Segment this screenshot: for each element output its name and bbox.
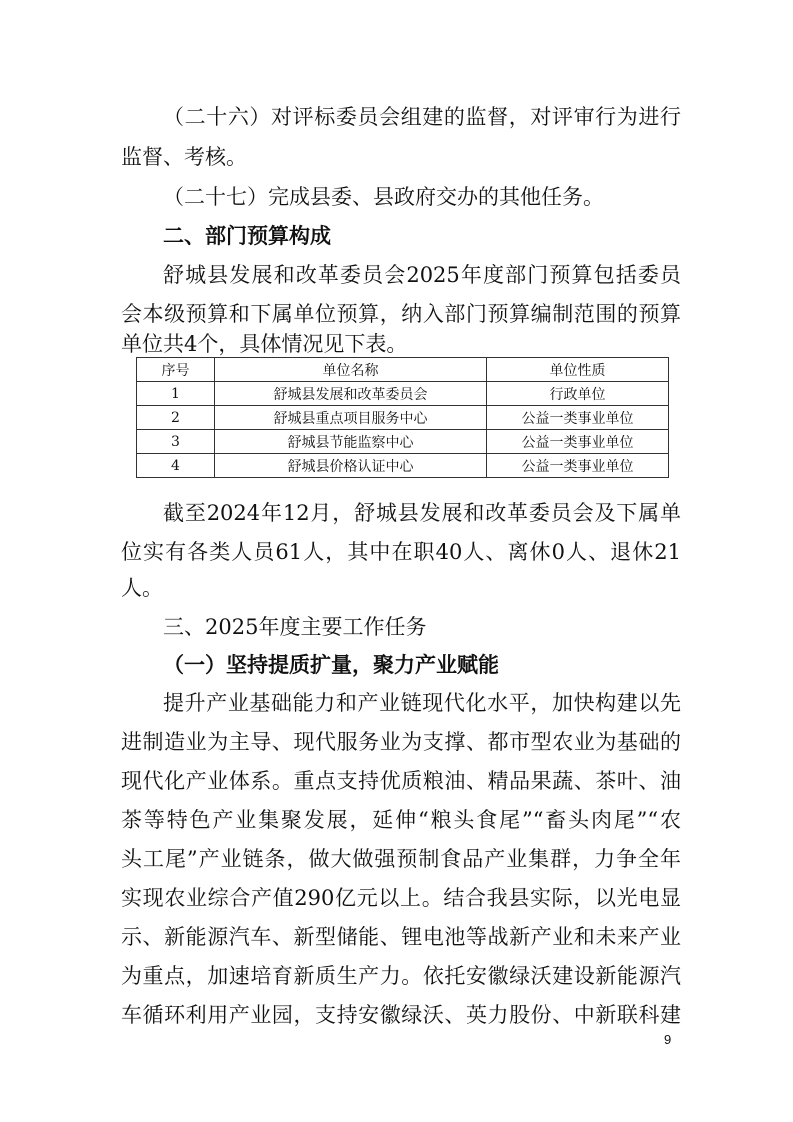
table-row bbox=[137, 454, 669, 478]
header-index: 序号 bbox=[137, 358, 215, 382]
paragraph-line: 人。 bbox=[121, 576, 163, 600]
cell-unit-name: 舒城县重点项目服务中心 bbox=[215, 406, 487, 430]
cell-unit-type: 公益一类事业单位 bbox=[487, 430, 669, 454]
paragraph-line: 现代化产业体系。重点支持优质粮油、精品果蔬、茶叶、油 bbox=[121, 769, 681, 793]
paragraph-line: 示、新能源汽车、新型储能、锂电池等战新产业和未来产业 bbox=[121, 925, 681, 949]
paragraph-line: 舒城县发展和改革委员会2025年度部门预算包括委员 bbox=[163, 263, 681, 287]
cell-index: 1 bbox=[137, 382, 215, 406]
cell-unit-type: 行政单位 bbox=[487, 382, 669, 406]
cell-index: 2 bbox=[137, 406, 215, 430]
cell-unit-name: 舒城县发展和改革委员会 bbox=[215, 382, 487, 406]
paragraph-line: 车循环利用产业园，支持安徽绿沃、英力股份、中新联科建 bbox=[121, 1003, 681, 1027]
subsection-heading: （一）坚持提质扩量，聚力产业赋能 bbox=[163, 652, 499, 677]
paragraph-line: 提升产业基础能力和产业链现代化水平，加快构建以先 bbox=[163, 691, 681, 715]
cell-unit-type: 公益一类事业单位 bbox=[487, 454, 669, 478]
budget-units-table bbox=[136, 357, 669, 478]
header-unit-name: 单位名称 bbox=[215, 358, 487, 382]
paragraph-line: 茶等特色产业集聚发展，延伸“粮头食尾”“畜头肉尾”“农 bbox=[121, 808, 681, 832]
section-heading: 二、部门预算构成 bbox=[163, 223, 331, 248]
section-heading: 三、2025年度主要工作任务 bbox=[163, 615, 427, 639]
cell-unit-name: 舒城县节能监察中心 bbox=[215, 430, 487, 454]
paragraph-line: 进制造业为主导、现代服务业为支撑、都市型农业为基础的 bbox=[121, 730, 681, 754]
table-row bbox=[137, 430, 669, 454]
header-unit-type: 单位性质 bbox=[487, 358, 669, 382]
paragraph-line: 实现农业综合产值290亿元以上。结合我县实际，以光电显 bbox=[121, 886, 681, 910]
paragraph-line: 位实有各类人员61人，其中在职40人、离休0人、退休21 bbox=[121, 540, 681, 564]
cell-unit-name: 舒城县价格认证中心 bbox=[215, 454, 487, 478]
cell-index: 4 bbox=[137, 454, 215, 478]
paragraph-line: （二十六）对评标委员会组建的监督，对评审行为进行 bbox=[163, 105, 681, 129]
paragraph-line: 头工尾”产业链条，做大做强预制食品产业集群，力争全年 bbox=[121, 847, 681, 871]
paragraph-line: （二十七）完成县委、县政府交办的其他任务。 bbox=[163, 185, 604, 209]
cell-unit-type: 公益一类事业单位 bbox=[487, 406, 669, 430]
page-number: 9 bbox=[664, 1032, 672, 1047]
paragraph-line: 监督、考核。 bbox=[121, 145, 247, 169]
table-row bbox=[137, 406, 669, 430]
paragraph-line: 截至2024年12月，舒城县发展和改革委员会及下属单 bbox=[163, 501, 681, 525]
paragraph-line: 单位共4个，具体情况见下表。 bbox=[121, 332, 408, 356]
table-header-row bbox=[137, 358, 669, 382]
cell-index: 3 bbox=[137, 430, 215, 454]
table-row bbox=[137, 382, 669, 406]
paragraph-line: 会本级预算和下属单位预算，纳入部门预算编制范围的预算 bbox=[121, 302, 681, 326]
paragraph-line: 为重点，加速培育新质生产力。依托安徽绿沃建设新能源汽 bbox=[121, 964, 681, 988]
